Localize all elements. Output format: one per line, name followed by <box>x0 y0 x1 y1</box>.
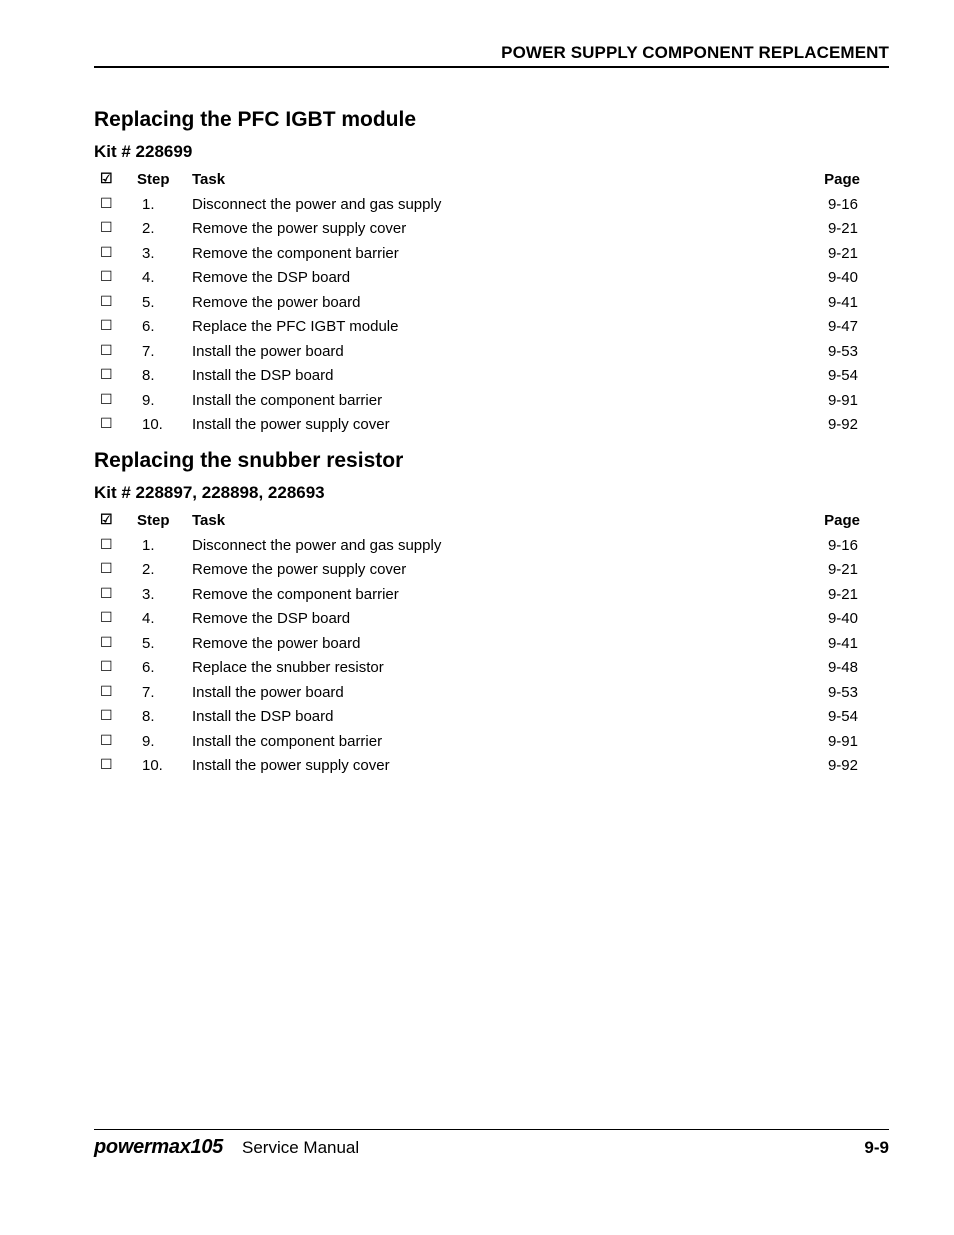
checkbox-icon[interactable]: ☐ <box>100 366 113 382</box>
task-text: Remove the DSP board <box>192 269 351 286</box>
kit-number: Kit # 228699 <box>94 142 193 161</box>
step-number: 2. <box>142 561 155 578</box>
table-row <box>94 705 889 730</box>
step-number: 9. <box>142 732 155 750</box>
checkbox-icon[interactable]: ☐ <box>100 194 113 211</box>
task-text: Disconnect the power and gas supply <box>192 536 442 554</box>
task-text: Remove the power supply cover <box>192 220 407 237</box>
page-ref: 9-53 <box>827 342 858 360</box>
checkbox-icon[interactable]: ☐ <box>100 756 113 772</box>
table-row <box>94 217 889 242</box>
step-number: 10. <box>142 757 163 774</box>
table-row <box>94 607 889 632</box>
task-text: Install the DSP board <box>192 708 334 725</box>
table-row <box>94 730 889 755</box>
task-table <box>94 168 889 438</box>
column-header-page: Page <box>824 171 860 188</box>
page-ref: 9-16 <box>827 195 858 213</box>
task-text: Remove the DSP board <box>192 610 351 627</box>
task-text: Disconnect the power and gas supply <box>192 195 442 213</box>
step-number: 6. <box>142 318 155 335</box>
task-text: Install the DSP board <box>192 367 334 384</box>
step-number: 9. <box>142 391 155 409</box>
column-header-page: Page <box>824 512 860 529</box>
manual-title: Service Manual <box>242 1138 360 1157</box>
checkbox-icon[interactable]: ☐ <box>100 219 113 235</box>
checkbox-icon[interactable]: ☐ <box>100 658 113 674</box>
header-title: POWER SUPPLY COMPONENT REPLACEMENT <box>501 43 889 62</box>
table-row <box>94 193 889 218</box>
task-text: Install the component barrier <box>192 732 383 750</box>
checkbox-icon[interactable]: ☐ <box>100 633 113 650</box>
checkbox-icon[interactable]: ☐ <box>100 560 113 576</box>
table-row <box>94 583 889 608</box>
checkbox-icon[interactable]: ☐ <box>100 609 113 625</box>
column-header-step: Step <box>137 512 170 529</box>
table-row <box>94 681 889 706</box>
step-number: 4. <box>142 269 155 286</box>
page-ref: 9-41 <box>827 634 858 652</box>
step-number: 1. <box>142 536 155 554</box>
step-number: 5. <box>142 634 155 652</box>
step-number: 5. <box>142 293 155 311</box>
checkbox-icon[interactable]: ☐ <box>100 292 113 309</box>
section-title: Replacing the snubber resistor <box>94 449 404 472</box>
task-text: Remove the component barrier <box>192 585 399 603</box>
checkbox-icon[interactable]: ☐ <box>100 317 113 333</box>
step-number: 3. <box>142 244 155 262</box>
table-row <box>94 340 889 365</box>
section-title: Replacing the PFC IGBT module <box>94 108 417 131</box>
page-header <box>94 42 889 68</box>
checkbox-icon[interactable]: ☐ <box>100 341 113 358</box>
table-row <box>94 266 889 291</box>
step-number: 6. <box>142 659 155 676</box>
step-number: 3. <box>142 585 155 603</box>
task-text: Replace the PFC IGBT module <box>192 318 399 335</box>
column-header-step: Step <box>137 171 170 188</box>
page-ref: 9-91 <box>827 732 858 750</box>
page-ref: 9-21 <box>827 561 858 578</box>
task-text: Install the power board <box>192 683 344 701</box>
table-row <box>94 364 889 389</box>
page-ref: 9-91 <box>827 391 858 409</box>
task-text: Install the component barrier <box>192 391 383 409</box>
task-text: Install the power supply cover <box>192 757 390 774</box>
checkbox-icon[interactable]: ☐ <box>100 390 113 407</box>
page-ref: 9-21 <box>827 244 858 262</box>
table-row <box>94 534 889 559</box>
step-number: 7. <box>142 683 155 701</box>
table-row <box>94 389 889 414</box>
task-text: Install the power board <box>192 342 344 360</box>
step-number: 1. <box>142 195 155 213</box>
step-number: 8. <box>142 367 155 384</box>
page-ref: 9-53 <box>827 683 858 701</box>
product-logo: powermax105 <box>94 1136 223 1158</box>
page-ref: 9-21 <box>827 585 858 603</box>
step-number: 8. <box>142 708 155 725</box>
page-number: 9-9 <box>864 1138 889 1157</box>
table-row <box>94 413 889 438</box>
step-number: 10. <box>142 416 163 433</box>
table-row <box>94 656 889 681</box>
table-header-row <box>94 168 889 193</box>
page-ref: 9-40 <box>827 610 858 627</box>
task-text: Install the power supply cover <box>192 416 390 433</box>
table-row <box>94 291 889 316</box>
page-ref: 9-48 <box>827 659 858 676</box>
page-footer <box>94 1129 889 1166</box>
step-number: 2. <box>142 220 155 237</box>
checked-box-icon: ☑ <box>100 170 113 186</box>
table-row <box>94 632 889 657</box>
table-row <box>94 754 889 779</box>
checkbox-icon[interactable]: ☐ <box>100 243 113 260</box>
checkbox-icon[interactable]: ☐ <box>100 584 113 601</box>
step-number: 7. <box>142 342 155 360</box>
kit-number: Kit # 228897, 228898, 228693 <box>94 483 325 502</box>
column-header-task: Task <box>192 171 226 188</box>
page-ref: 9-47 <box>827 318 858 335</box>
table-header-row <box>94 509 889 534</box>
checkbox-icon[interactable]: ☐ <box>100 415 113 431</box>
task-text: Remove the power supply cover <box>192 561 407 578</box>
checkbox-icon[interactable]: ☐ <box>100 707 113 723</box>
step-number: 4. <box>142 610 155 627</box>
task-text: Remove the power board <box>192 634 361 652</box>
page-ref: 9-21 <box>827 220 858 237</box>
checkbox-icon[interactable]: ☐ <box>100 731 113 748</box>
page-ref: 9-40 <box>827 269 858 286</box>
page-ref: 9-41 <box>827 293 858 311</box>
task-text: Remove the component barrier <box>192 244 399 262</box>
page-ref: 9-54 <box>827 367 858 384</box>
checked-box-icon: ☑ <box>100 511 113 527</box>
table-row <box>94 242 889 267</box>
page-ref: 9-54 <box>827 708 858 725</box>
column-header-task: Task <box>192 512 226 529</box>
page-ref: 9-92 <box>827 757 858 774</box>
checkbox-icon[interactable]: ☐ <box>100 535 113 552</box>
checkbox-icon[interactable]: ☐ <box>100 682 113 699</box>
table-row <box>94 558 889 583</box>
task-text: Replace the snubber resistor <box>192 659 384 676</box>
table-row <box>94 315 889 340</box>
task-table <box>94 509 889 779</box>
page-ref: 9-16 <box>827 536 858 554</box>
task-text: Remove the power board <box>192 293 361 311</box>
page-ref: 9-92 <box>827 416 858 433</box>
checkbox-icon[interactable]: ☐ <box>100 268 113 284</box>
